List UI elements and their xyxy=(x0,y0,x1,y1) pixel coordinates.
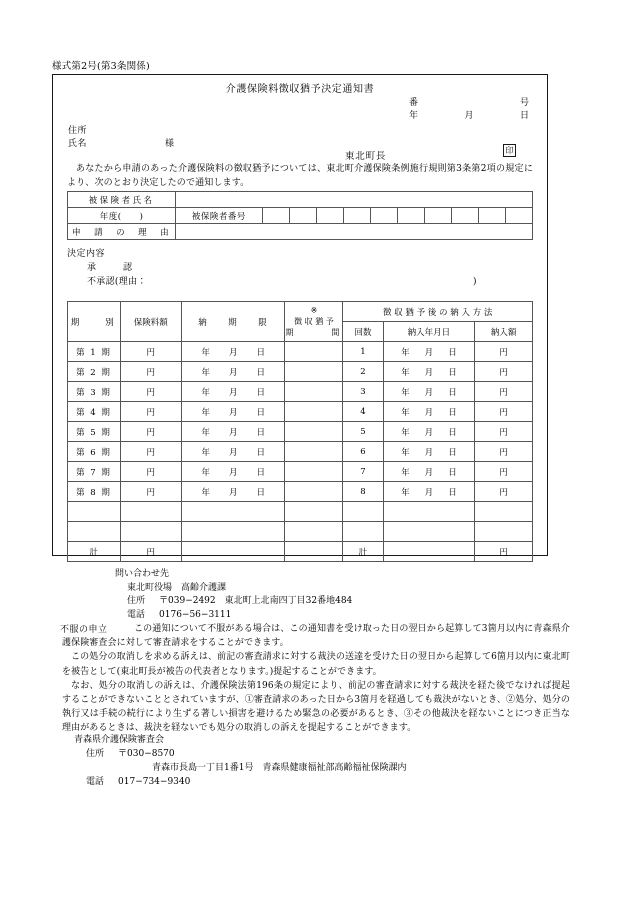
cell-payment-amount[interactable]: 円 xyxy=(475,402,533,422)
day-label: 日 xyxy=(256,427,265,438)
cell-payment-date[interactable] xyxy=(383,502,475,522)
seal-icon: 印 xyxy=(503,144,516,157)
review-board-phone-label: 電話 xyxy=(86,777,105,787)
month-label: 月 xyxy=(229,447,238,458)
cell-installment-count: 1 xyxy=(343,342,383,362)
year-label: 年 xyxy=(201,427,211,438)
cell-payment-amount[interactable]: 円 xyxy=(475,362,533,382)
cell-term: 第 4 期 xyxy=(68,402,121,422)
cell-due-date[interactable] xyxy=(182,342,285,362)
cell-defer-period[interactable] xyxy=(285,402,343,422)
table-row-total xyxy=(68,542,533,562)
cell-installment-count: 2 xyxy=(343,362,383,382)
insured-number-digit[interactable] xyxy=(316,208,343,224)
notice-body-line-1: あなたから申請のあった介護保険料の徴収猶予については、東北町介護保険条例施行規則第3条第2項 xyxy=(76,164,496,174)
cell-total-label-left: 計 xyxy=(68,542,121,562)
contact-phone-label: 電話 xyxy=(127,609,146,620)
date-month-label: 月 xyxy=(464,111,474,121)
month-label: 月 xyxy=(424,347,434,358)
cell-installment-count[interactable] xyxy=(343,522,383,542)
ymd-group xyxy=(384,386,475,398)
insured-number-digit[interactable] xyxy=(424,208,451,224)
defer-period-line1: 徴 収 猶 予 xyxy=(294,317,334,326)
cell-term[interactable] xyxy=(68,522,121,542)
cell-term: 第 3 期 xyxy=(68,382,121,402)
cell-payment-amount[interactable] xyxy=(475,522,533,542)
day-label: 日 xyxy=(256,347,265,358)
ymd-group xyxy=(182,446,284,458)
cell-installment-count: 3 xyxy=(343,382,383,402)
day-label: 日 xyxy=(256,387,265,398)
insured-name-label: 被保険者氏名 xyxy=(68,192,176,208)
cell-premium-amount[interactable]: 円 xyxy=(120,402,182,422)
review-board-name: 青森県介護保険審査会 xyxy=(74,735,165,745)
year-label: 年 xyxy=(401,467,410,478)
day-label: 日 xyxy=(256,407,265,418)
cell-term: 第 8 期 xyxy=(68,482,121,502)
table-row-blank xyxy=(68,522,533,542)
cell-total-date-spacer xyxy=(383,542,475,562)
month-label: 月 xyxy=(424,367,434,378)
cell-payment-date[interactable] xyxy=(383,402,475,422)
ymd-group xyxy=(384,486,475,498)
cell-total-premium-amount[interactable]: 円 xyxy=(120,542,182,562)
year-label: 年 xyxy=(201,387,211,398)
insured-number-digit[interactable] xyxy=(505,208,532,224)
notice-body-line-2: の規定により、次のとおり決定したので通知します。 xyxy=(67,164,533,188)
form-number: 様式第2号(第3条関係) xyxy=(52,61,150,72)
cell-due-date[interactable] xyxy=(182,382,285,402)
cell-premium-amount[interactable]: 円 xyxy=(120,342,182,362)
cell-total-defer-spacer xyxy=(285,542,343,562)
appeal-paragraph-1: この通知について不服がある場合は、この通知書を受け取った日の翌日から起算して3箇月以内に青森県介護保険審査会に対して審査請求をすることができます。 xyxy=(62,624,570,649)
cell-defer-period[interactable] xyxy=(285,462,343,482)
table-row xyxy=(68,192,533,208)
cell-payment-date[interactable] xyxy=(383,342,475,362)
payment-schedule-table xyxy=(67,301,533,562)
ymd-group xyxy=(182,486,284,498)
appeal-section-text xyxy=(62,622,570,736)
cell-payment-date[interactable] xyxy=(383,382,475,402)
decision-title: 決定内容 xyxy=(67,249,106,259)
cell-defer-period[interactable] xyxy=(285,502,343,522)
year-label: 年 xyxy=(401,427,410,438)
cell-payment-date[interactable] xyxy=(383,482,475,502)
ymd-group xyxy=(182,466,284,478)
insured-name-value[interactable] xyxy=(176,192,533,208)
table-row xyxy=(68,422,533,442)
cell-defer-period[interactable] xyxy=(285,442,343,462)
header-installment-count: 回数 xyxy=(343,322,383,342)
header-due-date: 納 期 限 xyxy=(182,302,285,342)
recipient-address-label: 住所 xyxy=(68,126,88,136)
month-label: 月 xyxy=(229,367,238,378)
table-row xyxy=(68,482,533,502)
day-label: 日 xyxy=(256,367,265,378)
ymd-group xyxy=(182,426,284,438)
cell-total-label-right: 計 xyxy=(343,542,383,562)
cell-payment-amount[interactable] xyxy=(475,502,533,522)
cell-installment-count: 8 xyxy=(343,482,383,502)
year-label: 年 xyxy=(401,447,410,458)
day-label: 日 xyxy=(256,447,265,458)
document-number-line xyxy=(409,95,529,108)
review-board-address-label: 住所 xyxy=(86,749,105,759)
month-label: 月 xyxy=(424,467,434,478)
date-year-label: 年 xyxy=(409,111,419,121)
review-board-phone-row xyxy=(74,775,406,789)
header-payment-amount: 納入額 xyxy=(475,322,533,342)
decision-approve-option[interactable]: 承 認 xyxy=(87,263,136,273)
table-row xyxy=(68,382,533,402)
decision-reject-close-paren: ) xyxy=(473,277,477,287)
ymd-group xyxy=(182,346,284,358)
cell-total-payment-amount[interactable]: 円 xyxy=(475,542,533,562)
contact-office: 東北町役場 高齢介護課 xyxy=(127,582,227,593)
issuer-title: 東北町長 xyxy=(345,151,387,162)
day-label: 日 xyxy=(448,447,457,458)
contact-phone-value: 0176−56−3111 xyxy=(159,609,232,620)
notice-frame xyxy=(52,74,548,556)
cell-payment-amount[interactable]: 円 xyxy=(475,422,533,442)
review-board-phone-value: 017−734−9340 xyxy=(118,777,191,787)
month-label: 月 xyxy=(424,487,434,498)
number-label-ban: 番 xyxy=(409,98,419,108)
cell-defer-period[interactable] xyxy=(285,342,343,362)
contact-address-row xyxy=(115,595,352,609)
cell-premium-amount[interactable] xyxy=(120,522,182,542)
review-board-address-value: 青森市長島一丁目1番1号 青森県健康福祉部高齢福祉保険課内 xyxy=(152,763,407,773)
day-label: 日 xyxy=(448,387,457,398)
year-label: 年 xyxy=(201,347,211,358)
review-board-postal-code: 〒030−8570 xyxy=(118,749,175,759)
insured-number-digit[interactable] xyxy=(343,208,370,224)
cell-due-date[interactable] xyxy=(182,422,285,442)
cell-term[interactable] xyxy=(68,502,121,522)
day-label: 日 xyxy=(448,427,457,438)
insured-person-table xyxy=(67,191,533,240)
ymd-group xyxy=(384,466,475,478)
decision-reject-option[interactable] xyxy=(67,275,539,289)
cell-premium-amount[interactable]: 円 xyxy=(120,442,182,462)
day-label: 日 xyxy=(448,487,457,498)
number-label-gou: 号 xyxy=(519,98,529,108)
cell-term: 第 5 期 xyxy=(68,422,121,442)
cell-term: 第 6 期 xyxy=(68,442,121,462)
ymd-group xyxy=(182,386,284,398)
month-label: 月 xyxy=(424,447,434,458)
day-label: 日 xyxy=(448,367,457,378)
month-label: 月 xyxy=(424,387,434,398)
recipient-name-label: 氏名 xyxy=(68,139,88,149)
appeal-section-label: 不服の申立 xyxy=(60,625,108,635)
defer-period-line2 xyxy=(285,327,342,338)
cell-premium-amount[interactable]: 円 xyxy=(120,382,182,402)
application-reason-value[interactable] xyxy=(176,224,533,240)
ymd-group xyxy=(384,366,475,378)
document-date-line xyxy=(409,108,529,121)
appeal-paragraph-3: なお、処分の取消しの訴えは、介護保険法第196条の規定により、前記の審査請求に対する裁決を経た後でなければ提起することができないこととされていますが、①審査請求のあった日から3箇月を経過しても裁決がないとき、②処分、処分の執行又は手続の続行により生ずる著しい損害を避けるため緊急の必要があるとき、③その他裁決を経ないことにつき正当な理由があるときは、裁決を経ないでも処分の取消しの訴えを提起することができます。 xyxy=(62,680,570,734)
cell-defer-period[interactable] xyxy=(285,362,343,382)
recipient-name-honorific: 様 xyxy=(165,139,175,149)
cell-due-date[interactable] xyxy=(182,482,285,502)
ymd-group xyxy=(182,366,284,378)
year-label: 年 xyxy=(401,487,410,498)
cell-defer-period[interactable] xyxy=(285,422,343,442)
day-label: 日 xyxy=(448,467,457,478)
cell-term: 第 7 期 xyxy=(68,462,121,482)
payment-table-body xyxy=(68,342,533,562)
cell-premium-amount[interactable]: 円 xyxy=(120,362,182,382)
defer-period-kan: 間 xyxy=(331,328,340,337)
cell-payment-date[interactable] xyxy=(383,362,475,382)
defer-mark: ※ xyxy=(310,306,318,315)
contact-block xyxy=(115,568,352,622)
cell-installment-count: 5 xyxy=(343,422,383,442)
insured-number-digit[interactable] xyxy=(451,208,478,224)
day-label: 日 xyxy=(448,407,457,418)
contact-heading: 問い合わせ先 xyxy=(115,569,170,579)
cell-payment-amount[interactable]: 円 xyxy=(475,482,533,502)
year-label: 年 xyxy=(401,387,410,398)
month-label: 月 xyxy=(229,427,238,438)
cell-due-date[interactable] xyxy=(182,442,285,462)
review-board-address-row xyxy=(74,747,406,761)
insured-number-digit[interactable] xyxy=(397,208,424,224)
cell-payment-amount[interactable]: 円 xyxy=(475,442,533,462)
date-day-label: 日 xyxy=(519,111,529,121)
month-label: 月 xyxy=(229,387,238,398)
cell-payment-date[interactable] xyxy=(383,422,475,442)
cell-defer-period[interactable] xyxy=(285,382,343,402)
month-label: 月 xyxy=(229,467,238,478)
ymd-group xyxy=(384,446,475,458)
table-row-blank xyxy=(68,502,533,522)
table-row xyxy=(68,208,533,224)
day-label: 日 xyxy=(448,347,457,358)
application-reason-label: 申 請 の 理 由 xyxy=(68,224,176,240)
cell-premium-amount[interactable]: 円 xyxy=(120,482,182,502)
cell-due-date[interactable] xyxy=(182,502,285,522)
review-board-block xyxy=(74,733,406,789)
cell-premium-amount[interactable]: 円 xyxy=(120,462,182,482)
ymd-group xyxy=(384,406,475,418)
day-label: 日 xyxy=(256,487,265,498)
cell-due-date[interactable] xyxy=(182,522,285,542)
table-row xyxy=(68,342,533,362)
decision-content-block xyxy=(67,247,539,289)
cell-total-due-spacer xyxy=(182,542,285,562)
insured-number-digit[interactable] xyxy=(289,208,316,224)
cell-term: 第 2 期 xyxy=(68,362,121,382)
page-title: 介護保険料徴収猶予決定通知書 xyxy=(225,84,375,95)
appeal-paragraph-2: この処分の取消しを求める訴えは、前記の審査請求に対する裁決の送達を受けた日の翌日から起算して6箇月以内に東北町を被告として(東北町長が被告の代表者となります。)提起することができます。 xyxy=(62,652,570,677)
table-row xyxy=(68,462,533,482)
cell-payment-amount[interactable]: 円 xyxy=(475,342,533,362)
month-label: 月 xyxy=(229,487,238,498)
cell-payment-date[interactable] xyxy=(383,522,475,542)
year-label: 年 xyxy=(201,407,211,418)
cell-premium-amount[interactable] xyxy=(120,502,182,522)
year-label: 年 xyxy=(401,407,410,418)
table-row xyxy=(68,402,533,422)
month-label: 月 xyxy=(424,427,434,438)
header-defer-period xyxy=(285,302,343,342)
cell-premium-amount[interactable]: 円 xyxy=(120,422,182,442)
ymd-group xyxy=(182,406,284,418)
ymd-group xyxy=(384,346,475,358)
defer-period-ki: 期 xyxy=(285,328,294,337)
contact-phone-row xyxy=(115,609,352,623)
cell-due-date[interactable] xyxy=(182,402,285,422)
contact-address-value: 〒039−2492 東北町上北南四丁目32番地484 xyxy=(159,596,353,606)
month-label: 月 xyxy=(229,347,238,358)
cell-payment-amount[interactable]: 円 xyxy=(475,382,533,402)
insured-number-digit[interactable] xyxy=(478,208,505,224)
decision-reject-label: 不承認(理由： xyxy=(87,277,147,287)
table-header-row xyxy=(68,302,533,322)
year-label: 年 xyxy=(201,467,211,478)
cell-payment-date[interactable] xyxy=(383,462,475,482)
insured-number-label: 被保険者番号 xyxy=(176,208,262,224)
cell-defer-period[interactable] xyxy=(285,482,343,502)
table-row xyxy=(68,224,533,240)
cell-installment-count: 6 xyxy=(343,442,383,462)
insured-number-digit[interactable] xyxy=(370,208,397,224)
header-payment-method-group: 徴 収 猶 予 後 の 納 入 方 法 xyxy=(343,302,533,322)
table-row xyxy=(68,442,533,462)
cell-payment-date[interactable] xyxy=(383,442,475,462)
cell-installment-count: 4 xyxy=(343,402,383,422)
fiscal-year-label[interactable]: 年度( ) xyxy=(68,208,176,224)
cell-due-date[interactable] xyxy=(182,362,285,382)
cell-payment-amount[interactable]: 円 xyxy=(475,462,533,482)
month-label: 月 xyxy=(424,407,434,418)
contact-address-label: 住所 xyxy=(127,596,146,606)
ymd-group xyxy=(384,426,475,438)
year-label: 年 xyxy=(201,447,211,458)
cell-term: 第 1 期 xyxy=(68,342,121,362)
year-label: 年 xyxy=(401,367,410,378)
header-term: 期 別 xyxy=(68,302,121,342)
notice-body-text xyxy=(67,163,533,190)
year-label: 年 xyxy=(201,487,211,498)
year-label: 年 xyxy=(401,347,410,358)
month-label: 月 xyxy=(229,407,238,418)
insured-number-digit[interactable] xyxy=(262,208,289,224)
cell-due-date[interactable] xyxy=(182,462,285,482)
cell-installment-count: 7 xyxy=(343,462,383,482)
header-payment-date: 納入年月日 xyxy=(383,322,475,342)
day-label: 日 xyxy=(256,467,265,478)
cell-installment-count[interactable] xyxy=(343,502,383,522)
header-premium-amount: 保険料額 xyxy=(120,302,182,342)
year-label: 年 xyxy=(201,367,211,378)
cell-defer-period[interactable] xyxy=(285,522,343,542)
table-row xyxy=(68,362,533,382)
